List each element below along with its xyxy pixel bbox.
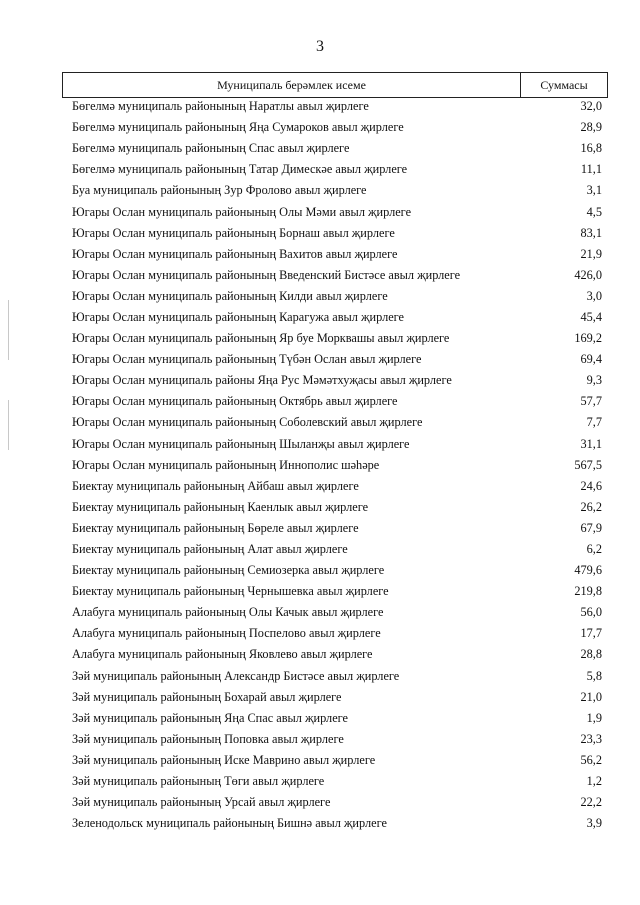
table-row	[72, 560, 602, 581]
sum-value: 28,8	[580, 647, 602, 662]
table-row	[72, 581, 602, 602]
sum-value: 32,0	[580, 99, 602, 114]
sum-value: 57,7	[580, 394, 602, 409]
table-row	[72, 771, 602, 792]
table-row	[72, 813, 602, 834]
municipality-name: Югары Ослан муниципаль районының Олы Мәми авыл җирлеге	[72, 204, 412, 219]
municipality-name: Югары Ослан муниципаль районының Килди авыл җирлеге	[72, 288, 388, 303]
table-row	[72, 391, 602, 412]
table-row	[72, 497, 602, 518]
table-row	[72, 644, 602, 665]
municipality-name: Зәй муниципаль районының Александр Бистәсе авыл җирлеге	[72, 668, 400, 683]
table-row	[72, 201, 602, 222]
municipality-name: Алабуга муниципаль районының Олы Качык авыл җирлеге	[72, 605, 384, 620]
municipality-name: Зәй муниципаль районының Поповка авыл җирлеге	[72, 731, 344, 746]
municipality-name: Югары Ослан муниципаль районы Яңа Рус Мәмәтхуҗасы авыл җирлеге	[72, 373, 452, 388]
sum-value: 23,3	[580, 731, 602, 746]
sum-value: 567,5	[574, 457, 602, 472]
municipality-name: Зәй муниципаль районының Урсай авыл җирлеге	[72, 795, 331, 810]
sum-value: 56,2	[580, 752, 602, 767]
municipality-name: Бөгелмә муниципаль районының Татар Димескәе авыл җирлеге	[72, 162, 408, 177]
table-row	[72, 412, 602, 433]
municipality-name: Югары Ослан муниципаль районының Вахитов авыл җирлеге	[72, 246, 398, 261]
table-row	[72, 349, 602, 370]
table-row	[72, 434, 602, 455]
column-header-name: Муниципаль берәмлек исеме	[63, 73, 521, 97]
table-row	[72, 729, 602, 750]
municipality-name: Биектау муниципаль районының Бөреле авыл җирлеге	[72, 520, 359, 535]
sum-value: 28,9	[580, 120, 602, 135]
table-row	[72, 138, 602, 159]
municipality-name: Бөгелмә муниципаль районының Яңа Сумароков авыл җирлеге	[72, 120, 404, 135]
table-row	[72, 476, 602, 497]
table-row	[72, 307, 602, 328]
municipality-name: Югары Ослан муниципаль районының Борнаш авыл җирлеге	[72, 225, 395, 240]
table-row	[72, 539, 602, 560]
sum-value: 5,8	[586, 668, 602, 683]
municipality-name: Зәй муниципаль районының Төги авыл җирлеге	[72, 774, 325, 789]
municipality-name: Бөгелмә муниципаль районының Наратлы авыл җирлеге	[72, 99, 369, 114]
column-header-sum: Суммасы	[540, 78, 588, 92]
sum-value: 83,1	[580, 225, 602, 240]
table-row	[72, 666, 602, 687]
municipality-name: Югары Ослан муниципаль районының Октябрь авыл җирлеге	[72, 394, 398, 409]
table-row	[72, 117, 602, 138]
municipality-name: Биектау муниципаль районының Алат авыл җирлеге	[72, 542, 348, 557]
table-row	[72, 623, 602, 644]
municipality-name: Зәй муниципаль районының Яңа Спас авыл җирлеге	[72, 710, 348, 725]
sum-value: 22,2	[580, 795, 602, 810]
municipality-name: Югары Ослан муниципаль районының Түбән Ослан авыл җирлеге	[72, 352, 422, 367]
municipality-name: Алабуга муниципаль районының Поспелово авыл җирлеге	[72, 626, 381, 641]
sum-value: 67,9	[580, 520, 602, 535]
municipality-name: Биектау муниципаль районының Каенлык авыл җирлеге	[72, 499, 369, 514]
municipality-name: Югары Ослан муниципаль районының Соболевский авыл җирлеге	[72, 415, 423, 430]
sum-value: 219,8	[574, 584, 602, 599]
municipality-name: Биектау муниципаль районының Чернышевка авыл җирлеге	[72, 584, 389, 599]
sum-value: 169,2	[574, 331, 602, 346]
table-row	[72, 750, 602, 771]
municipality-name: Зеленодольск муниципаль районының Бишнә авыл җирлеге	[72, 816, 387, 831]
table-row	[72, 244, 602, 265]
table-row	[72, 223, 602, 244]
table-row	[72, 286, 602, 307]
margin-line	[8, 400, 9, 450]
table-row	[72, 328, 602, 349]
sum-value: 3,1	[586, 183, 602, 198]
table-row	[72, 180, 602, 201]
table-row	[72, 518, 602, 539]
sum-value: 1,9	[586, 710, 602, 725]
table-row	[72, 687, 602, 708]
table-row	[72, 792, 602, 813]
sum-value: 6,2	[586, 542, 602, 557]
sum-value: 1,2	[586, 774, 602, 789]
sum-value: 3,0	[586, 288, 602, 303]
table-row	[72, 370, 602, 391]
sum-value: 56,0	[580, 605, 602, 620]
table-row	[72, 96, 602, 117]
sum-value: 426,0	[574, 267, 602, 282]
table-body	[72, 96, 602, 834]
sum-value: 11,1	[580, 162, 602, 177]
sum-value: 69,4	[580, 352, 602, 367]
sum-value: 26,2	[580, 499, 602, 514]
page-number: 3	[316, 38, 324, 55]
sum-value: 479,6	[574, 563, 602, 578]
table-row	[72, 265, 602, 286]
municipality-name: Биектау муниципаль районының Айбаш авыл җирлеге	[72, 478, 359, 493]
sum-value: 4,5	[586, 204, 602, 219]
municipality-name: Зәй муниципаль районының Иске Маврино авыл җирлеге	[72, 752, 376, 767]
municipality-name: Биектау муниципаль районының Семиозерка авыл җирлеге	[72, 563, 385, 578]
municipality-name: Алабуга муниципаль районының Яковлево авыл җирлеге	[72, 647, 373, 662]
municipality-name: Югары Ослан муниципаль районының Введенский Бистәсе авыл җирлеге	[72, 267, 461, 282]
sum-value: 31,1	[580, 436, 602, 451]
sum-value: 21,0	[580, 689, 602, 704]
sum-value: 9,3	[586, 373, 602, 388]
table-row	[72, 708, 602, 729]
sum-value: 24,6	[580, 478, 602, 493]
municipality-name: Югары Ослан муниципаль районының Карагужа авыл җирлеге	[72, 309, 405, 324]
municipality-name: Буа муниципаль районының Зур Фролово авыл җирлеге	[72, 183, 367, 198]
margin-line	[8, 300, 9, 360]
table-row	[72, 455, 602, 476]
sum-value: 21,9	[580, 246, 602, 261]
table-header	[62, 72, 608, 98]
sum-value: 17,7	[580, 626, 602, 641]
sum-value: 3,9	[586, 816, 602, 831]
table-row	[72, 602, 602, 623]
municipality-name: Югары Ослан муниципаль районының Шыланҗы авыл җирлеге	[72, 436, 410, 451]
sum-value: 7,7	[586, 415, 602, 430]
sum-value: 45,4	[580, 309, 602, 324]
municipality-name: Зәй муниципаль районының Бохарай авыл җирлеге	[72, 689, 342, 704]
municipality-name: Югары Ослан муниципаль районының Яр буе Морквашы авыл җирлеге	[72, 331, 450, 346]
municipality-name: Бөгелмә муниципаль районының Спас авыл җирлеге	[72, 141, 350, 156]
table-row	[72, 159, 602, 180]
sum-value: 16,8	[580, 141, 602, 156]
municipality-name: Югары Ослан муниципаль районының Иннополис шәһәре	[72, 457, 380, 472]
